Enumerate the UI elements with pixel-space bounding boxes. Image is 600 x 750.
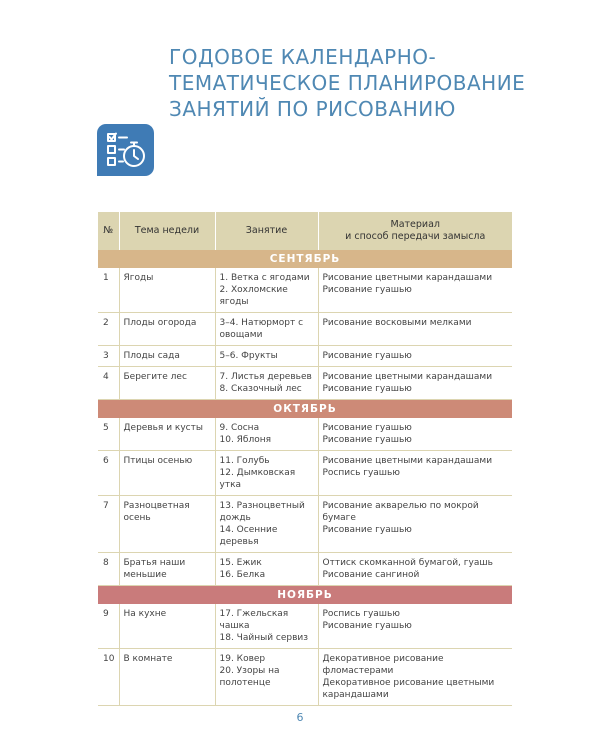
week-topic: Деревья и кусты bbox=[119, 418, 215, 451]
row-number: 3 bbox=[98, 346, 119, 367]
table-row bbox=[98, 553, 512, 586]
table-row bbox=[98, 451, 512, 496]
material-item: Рисование акварелью по мокрой бумаге bbox=[322, 501, 479, 523]
lesson-cell bbox=[215, 418, 318, 451]
week-topic: Берегите лес bbox=[119, 367, 215, 400]
lesson-item: 1. Ветка с ягодами bbox=[219, 273, 310, 283]
row-number: 8 bbox=[98, 553, 119, 586]
header-number: № bbox=[98, 212, 119, 250]
week-topic: Птицы осенью bbox=[119, 451, 215, 496]
week-topic: Плоды огорода bbox=[119, 313, 215, 346]
row-number: 7 bbox=[98, 496, 119, 553]
table-row bbox=[98, 367, 512, 400]
table-row bbox=[98, 496, 512, 553]
lesson-cell bbox=[215, 451, 318, 496]
week-topic: На кухне bbox=[119, 604, 215, 649]
page-title bbox=[169, 44, 569, 122]
material-item: Рисование цветными карандашами bbox=[322, 456, 493, 466]
material-item: Роспись гуашью bbox=[322, 609, 400, 619]
row-number: 1 bbox=[98, 268, 119, 313]
material-item: Рисование гуашью bbox=[322, 285, 412, 295]
title-line: ТЕМАТИЧЕСКОЕ ПЛАНИРОВАНИЕ bbox=[169, 71, 526, 95]
row-number: 6 bbox=[98, 451, 119, 496]
week-topic: Разноцветная осень bbox=[119, 496, 215, 553]
lesson-cell bbox=[215, 553, 318, 586]
material-cell bbox=[318, 418, 512, 451]
material-item: Рисование гуашью bbox=[322, 621, 412, 631]
lesson-item: 13. Разноцветный дождь bbox=[219, 501, 305, 523]
lesson-cell bbox=[215, 346, 318, 367]
table-row bbox=[98, 313, 512, 346]
page-number: 6 bbox=[296, 711, 304, 724]
lesson-cell bbox=[215, 604, 318, 649]
month-label: ОКТЯБРЬ bbox=[98, 400, 512, 419]
row-number: 2 bbox=[98, 313, 119, 346]
material-item: Рисование цветными карандашами bbox=[322, 273, 493, 283]
material-item: Рисование гуашью bbox=[322, 423, 412, 433]
week-topic: В комнате bbox=[119, 649, 215, 706]
title-line: ГОДОВОЕ КАЛЕНДАРНО- bbox=[169, 45, 437, 69]
material-item: Декоративное рисование цветными карандашами bbox=[322, 678, 495, 700]
month-label: СЕНТЯБРЬ bbox=[98, 250, 512, 268]
material-cell bbox=[318, 313, 512, 346]
material-cell bbox=[318, 649, 512, 706]
material-cell bbox=[318, 451, 512, 496]
lesson-item: 5–6. Фрукты bbox=[219, 351, 278, 361]
material-item: Рисование гуашью bbox=[322, 351, 412, 361]
material-item: Роспись гуашью bbox=[322, 468, 400, 478]
lesson-item: 11. Голубь bbox=[219, 456, 270, 466]
lesson-item: 2. Хохломские ягоды bbox=[219, 285, 288, 307]
material-cell bbox=[318, 268, 512, 313]
lesson-item: 10. Яблоня bbox=[219, 435, 272, 445]
material-item: Рисование гуашью bbox=[322, 384, 412, 394]
table-row bbox=[98, 649, 512, 706]
material-item: Рисование цветными карандашами bbox=[322, 372, 493, 382]
lesson-item: 17. Гжельская чашка bbox=[219, 609, 289, 631]
material-item: Оттиск скомканной бумагой, гуашь bbox=[322, 558, 493, 568]
material-cell bbox=[318, 604, 512, 649]
lesson-cell bbox=[215, 268, 318, 313]
month-label: НОЯБРЬ bbox=[98, 586, 512, 605]
row-number: 4 bbox=[98, 367, 119, 400]
lesson-cell bbox=[215, 367, 318, 400]
row-number: 10 bbox=[98, 649, 119, 706]
lesson-item: 12. Дымковская утка bbox=[219, 468, 296, 490]
lesson-item: 9. Сосна bbox=[219, 423, 260, 433]
row-number: 5 bbox=[98, 418, 119, 451]
lesson-cell bbox=[215, 313, 318, 346]
lesson-cell bbox=[215, 496, 318, 553]
material-item: Рисование гуашью bbox=[322, 435, 412, 445]
plan-table bbox=[98, 212, 512, 706]
checklist-stopwatch-icon bbox=[97, 124, 154, 176]
table-header-row bbox=[98, 212, 512, 250]
lesson-item: 19. Ковер bbox=[219, 654, 266, 664]
material-item: Декоративное рисование фломастерами bbox=[322, 654, 444, 676]
lesson-item: 8. Сказочный лес bbox=[219, 384, 302, 394]
material-cell bbox=[318, 553, 512, 586]
material-item: Рисование восковыми мелками bbox=[322, 318, 472, 328]
lesson-item: 16. Белка bbox=[219, 570, 266, 580]
lesson-cell bbox=[215, 649, 318, 706]
table-row bbox=[98, 418, 512, 451]
week-topic: Плоды сада bbox=[119, 346, 215, 367]
lesson-item: 15. Ежик bbox=[219, 558, 262, 568]
month-header-row bbox=[98, 586, 512, 605]
lesson-item: 14. Осенние деревья bbox=[219, 525, 278, 547]
material-item: Рисование сангиной bbox=[322, 570, 420, 580]
lesson-item: 20. Узоры на полотенце bbox=[219, 666, 280, 688]
table-row bbox=[98, 346, 512, 367]
material-cell bbox=[318, 367, 512, 400]
month-header-row bbox=[98, 250, 512, 268]
lesson-item: 18. Чайный сервиз bbox=[219, 633, 309, 643]
table-row bbox=[98, 604, 512, 649]
title-line: ЗАНЯТИЙ ПО РИСОВАНИЮ bbox=[169, 97, 456, 121]
row-number: 9 bbox=[98, 604, 119, 649]
month-header-row bbox=[98, 400, 512, 419]
header-material: Материал и способ передачи замысла bbox=[318, 212, 512, 250]
material-item: Рисование гуашью bbox=[322, 525, 412, 535]
material-cell bbox=[318, 346, 512, 367]
week-topic: Братья наши меньшие bbox=[119, 553, 215, 586]
material-cell bbox=[318, 496, 512, 553]
lesson-item: 7. Листья деревьев bbox=[219, 372, 312, 382]
week-topic: Ягоды bbox=[119, 268, 215, 313]
header-lesson: Занятие bbox=[215, 212, 318, 250]
lesson-item: 3–4. Натюрморт с овощами bbox=[219, 318, 304, 340]
header-topic: Тема недели bbox=[119, 212, 215, 250]
table-row bbox=[98, 268, 512, 313]
